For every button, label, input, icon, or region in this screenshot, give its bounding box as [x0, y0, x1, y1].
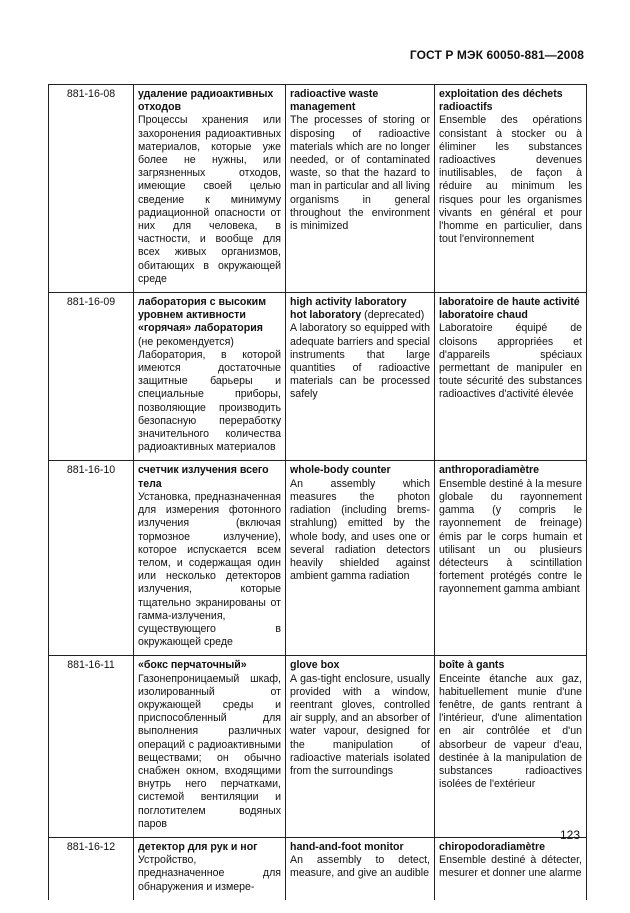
en-definition: A laboratory so equipped with adequate barriers and special instruments that large quantities of radioactive materials can be processed safely [290, 322, 430, 401]
table-row [49, 85, 587, 293]
ru-definition: Лаборатория, в которой имеются достаточные защитные барьеры и специальные приборы, позволяющие производить безопасную переработку значительного количества радиоактивных материалов [138, 348, 281, 454]
en-definition: An assembly which measures the photon radiation (including brems-strahlung) emitted by the whole body, and uses one or several radiation detectors heavily shielded against ambient gamma radiation [290, 477, 430, 583]
en-cell [286, 837, 435, 899]
entry-code: 881-16-09 [49, 293, 134, 461]
terminology-table [48, 84, 587, 900]
ru-term-note: (не рекомендуется) [138, 335, 234, 348]
ru-definition: Установка, предназначенная для измерения фотонного излучения (включая тормозное излучение), которое испускается всем телом, и содержащая один или несколько детекторов излучения, которые тщательно экранированы от гамма-излучения, существующего в окружающей среде [138, 490, 281, 649]
ru-cell [134, 656, 286, 838]
document-header: ГОСТ Р МЭК 60050-881—2008 [409, 48, 584, 62]
ru-cell [134, 85, 286, 293]
fr-cell [435, 85, 587, 293]
en-cell [286, 293, 435, 461]
fr-term: boîte à gants [439, 659, 505, 672]
ru-definition: Устройство, предназначенное для обнаружения и измере- [138, 854, 281, 893]
fr-cell [435, 461, 587, 656]
en-cell [286, 461, 435, 656]
ru-cell [134, 461, 286, 656]
fr-cell [435, 837, 587, 899]
en-definition: The processes of storing or disposing of radioactive materials which are no longer needed, or of contaminated waste, so that the hazard to man in particular and all living organisms in general throughout the environment is minimized [290, 114, 430, 233]
fr-definition: Enceinte étanche aux gaz, habituellement munie d'une fenêtre, de gants rentrant à l'intérieur, d'une alimentation en air contrôlée et d'un absorbeur de vapeur d'eau, destinée à la manipulation de substances radioactives isolées de l'extérieur [439, 672, 582, 791]
ru-term: удаление радиоактивных отходов [138, 88, 274, 114]
ru-cell [134, 837, 286, 899]
page-number: 123 [559, 828, 580, 842]
entry-code: 881-16-11 [49, 656, 134, 838]
en-term: hand-and-foot monitor [290, 840, 404, 853]
ru-cell [134, 293, 286, 461]
en-cell [286, 85, 435, 293]
en-term-alt: hot laboratory [290, 309, 362, 322]
fr-definition: Ensemble destiné à détecter, mesurer et donner une alarme [439, 854, 582, 880]
en-term: radioactive waste management [290, 88, 379, 114]
en-term-note: (deprecated) [364, 309, 425, 322]
entry-code: 881-16-10 [49, 461, 134, 656]
entry-code: 881-16-12 [49, 837, 134, 899]
fr-definition: Ensemble des opérations consistant à stocker ou à éliminer les substances radioactives devenues inutilisables, de façon à réduire au minimum les risques pour les organismes vivants en général et pour l'homme en particulier, dans tout l'environnement [439, 114, 582, 246]
ru-term: «бокс перчаточный» [138, 659, 247, 672]
table-row [49, 293, 587, 461]
fr-term: anthroporadiamètre [439, 464, 540, 477]
fr-cell [435, 293, 587, 461]
fr-definition: Ensemble destiné à la mesure globale du rayonnement gamma (y compris le rayonnement de freinage) émis par le corps humain et utilisant un ou plusieurs détecteurs à scintillation fortement protégés contre le rayonnement gamma ambiant [439, 477, 582, 596]
ru-definition: Процессы хранения или захоронения радиоактивных материалов, которые уже более не нужны, или загрязненных отходов, имеющие своей целью сведение к минимуму радиационной опасности от них для человека, в частности, и вообще для всех живых организмов, обитающих в окружающей среде [138, 114, 281, 285]
en-cell [286, 656, 435, 838]
table-row [49, 656, 587, 838]
en-term: glove box [290, 659, 340, 672]
fr-cell [435, 656, 587, 838]
table-row [49, 837, 587, 899]
ru-term-alt: «горячая» лаборатория [138, 322, 263, 335]
en-definition: A gas-tight enclosure, usually provided with a window, reentrant gloves, controlled air supply, and an absorber of water vapour, designed for the manipulation of radioactive materials isolated from the surroundings [290, 672, 430, 777]
ru-term: счетчик излучения всего тела [138, 464, 269, 490]
fr-definition: Laboratoire équipé de cloisons appropriées et d'appareils spéciaux permettant de manipuler en toute sécurité des substances radioactives d'activité élevée [439, 322, 582, 401]
en-term: whole-body counter [290, 464, 391, 477]
table-row [49, 461, 587, 656]
fr-term: exploitation des déchets radioactifs [439, 88, 563, 114]
fr-term-alt: laboratoire chaud [439, 309, 528, 322]
ru-definition: Газонепроницаемый шкаф, изолированный от окружающей среды и приспособленный для выполнения различных операций с радиоактивными веществами; он обычно снабжен окном, входящими внутрь него перчатками, системой вентиляции и поглотителем водяных паров [138, 672, 281, 830]
ru-term: детектор для рук и ног [138, 840, 258, 853]
fr-term: chiropodoradiamètre [439, 840, 545, 853]
entry-code: 881-16-08 [49, 85, 134, 293]
en-term: high activity laboratory [290, 296, 407, 309]
ru-term: лаборатория с высоким уровнем активности [138, 296, 267, 322]
fr-term: laboratoire de haute activité [439, 296, 580, 309]
en-definition: An assembly to detect, measure, and give an audible [290, 854, 430, 880]
